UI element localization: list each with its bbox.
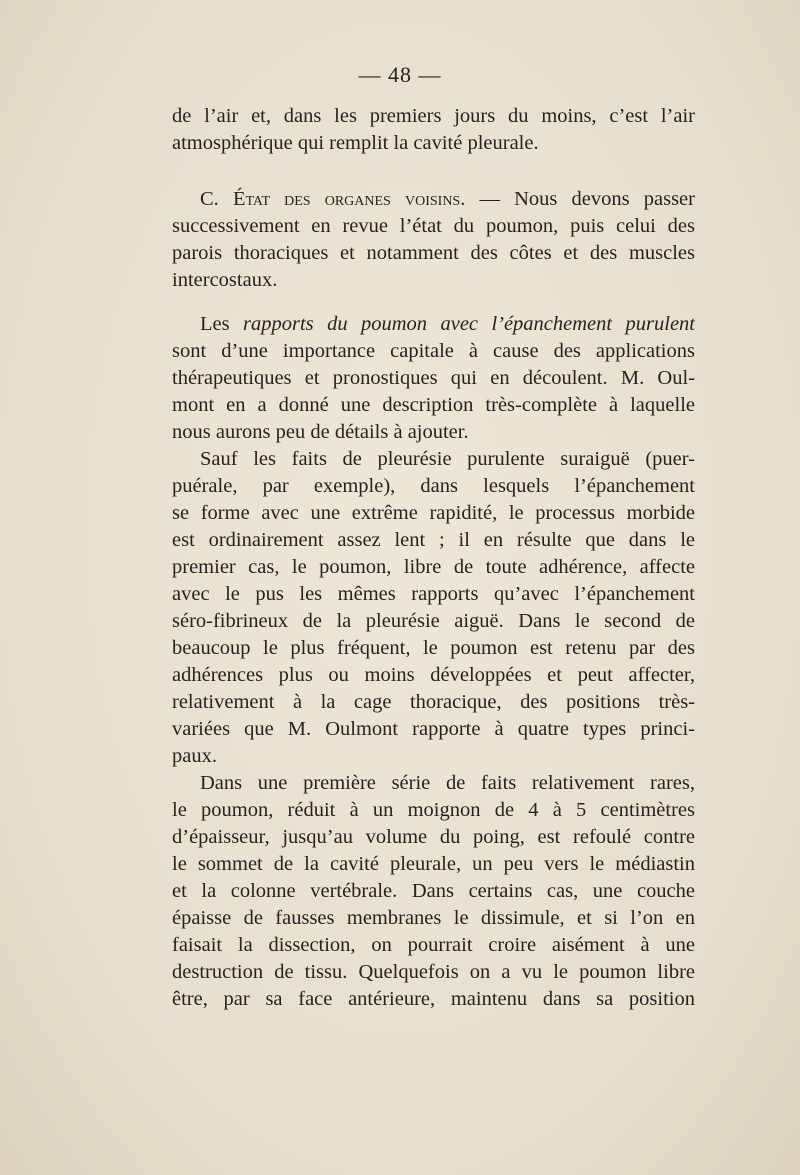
text-line (172, 311, 695, 338)
text-line: et la colonne vertébrale. Dans certains cas, une couche (172, 880, 695, 902)
text-line: parois thoraciques et notamment des côtes et des muscles (172, 242, 695, 264)
text-line: Dans une première série de faits relativement rares, (200, 772, 695, 794)
text-line: le sommet de la cavité pleurale, un peu vers le médiastin (172, 853, 695, 875)
paragraph-3 (172, 311, 695, 446)
text-line: adhérences plus ou moins développées et peut affecter, (172, 664, 695, 686)
text-line: destruction de tissu. Quelquefois on a vu le poumon libre (172, 961, 695, 983)
text-segment: — Nous devons passer (465, 188, 695, 210)
text-line: relativement à la cage thoracique, des positions très- (172, 691, 695, 713)
paragraph-5 (172, 770, 695, 1013)
text-line: le poumon, réduit à un moignon de 4 à 5 centimètres (172, 799, 695, 821)
text-line: premier cas, le poumon, libre de toute adhérence, affecte (172, 556, 695, 578)
text-line: être, par sa face antérieure, maintenu dans sa position (172, 988, 695, 1010)
section-heading-line (172, 186, 695, 213)
text-line: sont d’une importance capitale à cause des applications (172, 340, 695, 362)
text-line: épaisse de fausses membranes le dissimule, et si l’on en (172, 907, 695, 929)
text-line: successivement en revue l’état du poumon, puis celui des (172, 215, 695, 237)
italic-phrase: rapports du poumon avec l’épanchement purulent (243, 313, 695, 335)
section-c-paragraph (172, 186, 695, 294)
text-line: atmosphérique qui remplit la cavité pleurale. (172, 132, 539, 154)
text-line: variées que M. Oulmont rapporte à quatre types princi- (172, 718, 695, 740)
text-segment: Les (200, 313, 244, 335)
section-title: État des organes voisins. (232, 188, 466, 210)
text-line: paux. (172, 745, 217, 767)
text-line: intercostaux. (172, 269, 278, 291)
text-line: d’épaisseur, jusqu’au volume du poing, est refoulé contre (172, 826, 695, 848)
text-line: se forme avec une extrême rapidité, le processus morbide (172, 502, 695, 524)
text-line: est ordinairement assez lent ; il en résulte que dans le (172, 529, 695, 551)
text-line: avec le pus les mêmes rapports qu’avec l’épanchement (172, 583, 695, 605)
text-line: beaucoup le plus fréquent, le poumon est retenu par des (172, 637, 695, 659)
text-line: Sauf les faits de pleurésie purulente suraiguë (puer- (200, 448, 695, 470)
text-line: nous aurons peu de détails à ajouter. (172, 421, 469, 443)
text-line: thérapeutiques et pronostiques qui en découlent. M. Oul- (172, 367, 695, 389)
page-number: — 48 — (358, 62, 442, 87)
text-line: mont en a donné une description très-complète à laquelle (172, 394, 695, 416)
text-line: faisait la dissection, on pourrait croire aisément à une (172, 934, 695, 956)
text-line: de l’air et, dans les premiers jours du moins, c’est l’air (172, 105, 695, 127)
text-line: puérale, par exemple), dans lesquels l’épanchement (172, 475, 695, 497)
section-label: C. (200, 188, 233, 210)
paragraph-4 (172, 446, 695, 770)
paragraph-1 (172, 103, 695, 157)
text-line: séro-fibrineux de la pleurésie aiguë. Dans le second de (172, 610, 695, 632)
